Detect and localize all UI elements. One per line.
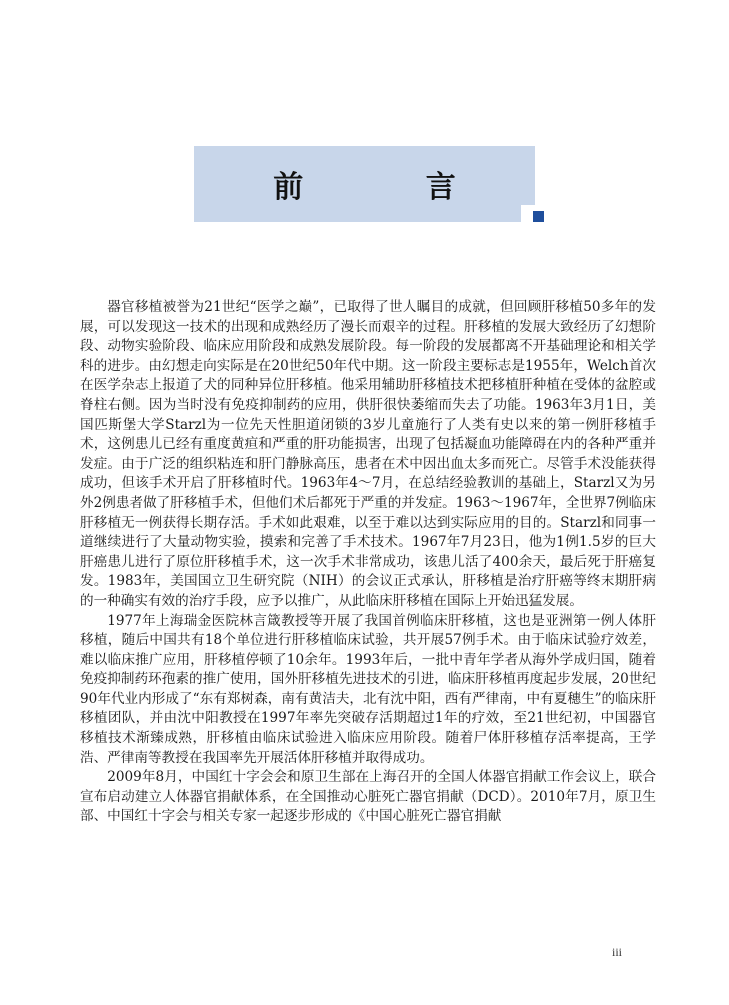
paragraph-3: 2009年8月，中国红十字会会和原卫生部在上海召开的全国人体器官捐献工作会议上，联合宣布启动建立人体器官捐献体系，在全国推动心脏死亡器官捐献（DCD）。2010年7月，原卫生部、中国红十字会与相关专家一起逐步形成的《中国心脏死亡器官捐献 [80, 769, 656, 825]
title-banner [194, 146, 535, 222]
paragraph-2: 1977年上海瑞金医院林言箴教授等开展了我国首例临床肝移植，这也是亚洲第一例人体肝移植，随后中国共有18个单位进行肝移植临床试验，共开展57例手术。由于临床试验疗效差，难以临床推广应用，肝移植停顿了10余年。1993年后，一批中青年学者从海外学成归国，随着免疫抑制药环孢素的推广使用，国外肝移植先进技术的引进，临床肝移植再度起步发展，20世纪90年代业内形成了“东有郑树森，南有黄洁夫，北有沈中阳，西有严律南，中有夏穗生”的临床肝移植团队，并由沈中阳教授在1997年率先突破存活期超过1年的疗效，至21世纪初，中国器官移植技术渐臻成熟，肝移植由临床试验进入临床应用阶段。随着尸体肝移植存活率提高，王学浩、严律南等教授在我国率先开展活体肝移植并取得成功。 [80, 612, 656, 766]
body-text [80, 298, 656, 827]
page-title: 前 言 [273, 170, 512, 205]
page-number: iii [612, 945, 623, 959]
paragraph-1: 器官移植被誉为21世纪“医学之巅”，已取得了世人瞩目的成就，但回顾肝移植50多年的发展，可以发现这一技术的出现和成熟经历了漫长而艰辛的过程。肝移植的发展大致经历了幻想阶段、动物实验阶段、临床应用阶段和成熟发展阶段。每一阶段的发展都离不开基础理论和相关学科的进步。由幻想走向实际是在20世纪50年代中期。这一阶段主要标志是1955年，Welch首次在医学杂志上报道了犬的同种异位肝移植。他采用辅助肝移植技术把移植肝种植在受体的盆腔或脊柱右侧。因为当时没有免疫抑制药的应用，供肝很快萎缩而失去了功能。1963年3月1日，美国匹斯堡大学Starzl为一位先天性胆道闭锁的3岁儿童施行了人类有史以来的第一例肝移植手术，这例患儿已经有重度黄疸和严重的肝功能损害，出现了包括凝血功能障碍在内的各种严重并发症。由于广泛的组织粘连和肝门静脉高压，患者在术中因出血太多而死亡。尽管手术没能获得成功，但该手术开启了肝移植时代。1963年4～7月，在总结经验教训的基础上，Starzl又为另外2例患者做了肝移植手术，但他们术后都死于严重的并发症。1963～1967年，全世界7例临床肝移植无一例获得长期存活。手术如此艰难，以至于难以达到实际应用的目的。Starzl和同事一道继续进行了大量动物实验，摸索和完善了手术技术。1967年7月23日，他为1例1.5岁的巨大肝癌患儿进行了原位肝移植手术，这一次手术非常成功，该患儿活了400余天，最后死于肝癌复发。1983年，美国国立卫生研究院（NIH）的会议正式承认，肝移植是治疗肝癌等终末期肝病的一种确实有效的治疗手段，应予以推广，从此临床肝移植在国际上开始迅猛发展。 [80, 299, 656, 609]
decorative-square-icon [533, 211, 544, 222]
